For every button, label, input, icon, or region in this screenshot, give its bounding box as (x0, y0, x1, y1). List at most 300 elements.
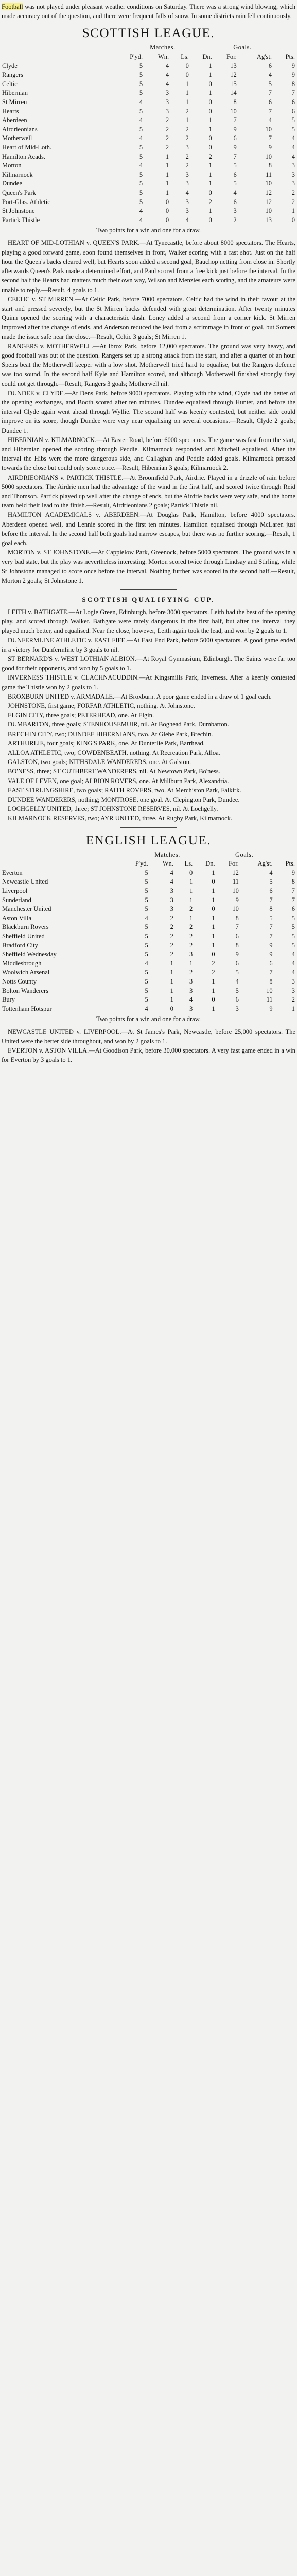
won-cell: 1 (165, 189, 169, 196)
team-name: Sunderland (2, 896, 31, 904)
table-row (2, 189, 295, 198)
team-name: Middlesbrough (2, 959, 42, 967)
played-cell: 5 (139, 80, 143, 88)
won-cell: 2 (170, 951, 173, 958)
played-cell: 4 (145, 959, 148, 967)
qualifying-cup-results (2, 607, 295, 823)
lost-cell: 1 (185, 89, 189, 97)
section-divider (120, 589, 177, 590)
goals-against-cell: 10 (265, 180, 272, 188)
column-for: For. (229, 860, 239, 868)
lost-cell: 2 (185, 152, 189, 160)
table-row (2, 987, 295, 996)
played-cell: 4 (139, 216, 143, 224)
report-paragraph: ALLOA ATHLETIC, two; COWDENBEATH, nothing. At Recreation Park, Alloa. (8, 749, 220, 757)
drawn-cell: 1 (208, 125, 212, 133)
goals-against-cell: 12 (265, 189, 272, 196)
goals-for-cell: 10 (232, 905, 239, 913)
table-row (2, 950, 295, 959)
lost-cell: 1 (185, 98, 189, 106)
team-name: St Mirren (2, 98, 27, 106)
intro-paragraph (2, 2, 295, 21)
drawn-cell: 2 (208, 152, 212, 160)
table-row (2, 125, 295, 134)
lost-cell: 2 (189, 941, 193, 949)
goals-for-cell: 14 (230, 89, 237, 97)
goals-against-cell: 10 (265, 207, 272, 215)
goals-against-cell: 5 (269, 878, 273, 886)
won-cell: 2 (165, 134, 169, 142)
team-name: Hamilton Acads. (2, 152, 46, 160)
report-paragraph: MORTON v. ST JOHNSTONE.—At Cappielow Park, Greenock, before 5000 spectators. The ground was in a very bad state, but the play was nevertheless interesting. Morton scored twice through Lindsay and Stirling, while St Johnstone managed to score once before the interval. Nothing further was scored in the second half.—Result, Morton 2 goals; St Johnstone 1. (2, 549, 295, 584)
header-blank (2, 859, 119, 869)
won-cell: 4 (170, 869, 173, 876)
column-won: Wn. (158, 53, 169, 60)
goals-for-cell: 5 (233, 162, 237, 170)
goals-against-cell: 6 (268, 62, 272, 70)
team-name: Dundee (2, 180, 22, 188)
table-row (2, 171, 295, 180)
header-blank (273, 851, 295, 860)
drawn-cell: 2 (212, 969, 215, 976)
table-row (2, 896, 295, 905)
won-cell: 1 (165, 152, 169, 160)
team-name: Aberdeen (2, 116, 27, 124)
won-cell: 3 (170, 887, 173, 895)
report-paragraph: NEWCASTLE UNITED v. LIVERPOOL.—At St James's Park, Newcastle, before 25,000 spectators. The United were the better side throughout, and won by 2 goals to 1. (2, 1028, 295, 1045)
table-row (2, 923, 295, 932)
points-cell: 5 (291, 125, 295, 133)
points-cell: 8 (291, 80, 295, 88)
points-cell: 5 (291, 923, 295, 931)
played-cell: 5 (139, 189, 143, 196)
lost-cell: 2 (185, 162, 189, 170)
points-cell: 5 (291, 914, 295, 922)
table-row (2, 968, 295, 977)
won-cell: 2 (170, 914, 173, 922)
goals-for-cell: 5 (233, 180, 237, 188)
goals-for-cell: 13 (230, 62, 237, 70)
table-row (2, 89, 295, 98)
drawn-cell: 1 (212, 923, 215, 931)
report-paragraph: HEART OF MID-LOTHIAN v. QUEEN'S PARK.—At Tynecastle, before about 8000 spectators. The Hearts, playing a good forward game, soon found themselves in front, Walker scoring with a fast shot. Just on the half hour the Queen's backs cleared well, but Hearts soon added a second goal, Bauchop netting from close in. Shortly afterwards Queen's Park made a determined effort, and Paul scored from a free kick just before the interval. In the second half the Hearts had matters much their own way, Wilson and Menzies each scoring, and the amateurs were unable to reply.—Result, 4 goals to 1. (2, 239, 295, 294)
team-name: Motherwell (2, 134, 32, 142)
played-cell: 4 (139, 134, 143, 142)
points-cell: 0 (291, 216, 295, 224)
table-row (2, 80, 295, 89)
report-paragraph: EVERTON v. ASTON VILLA.—At Goodison Park, before 30,000 spectators. A very fast game ended in a win for Everton by 3 goals to 1. (2, 1046, 295, 1064)
table-row (2, 941, 295, 951)
goals-for-cell: 6 (233, 198, 237, 206)
column-drawn: Dn. (205, 860, 215, 868)
won-cell: 2 (165, 143, 169, 151)
goals-against-cell: 7 (268, 89, 272, 97)
drawn-cell: 0 (208, 134, 212, 142)
played-cell: 4 (145, 1005, 148, 1012)
lost-cell: 2 (189, 923, 193, 931)
table-row (2, 179, 295, 189)
won-cell: 0 (165, 216, 169, 224)
lost-cell: 3 (189, 977, 193, 985)
team-name: Clyde (2, 62, 18, 70)
scottish-points-note: Two points for a win and one for a draw. (96, 227, 201, 234)
table-row (2, 1005, 295, 1014)
lost-cell: 3 (185, 198, 189, 206)
drawn-cell: 2 (212, 959, 215, 967)
header-group-row (2, 851, 295, 860)
goals-against-cell: 6 (269, 887, 273, 895)
goals-for-cell: 10 (232, 887, 239, 895)
lost-cell: 2 (185, 125, 189, 133)
goals-against-cell: 10 (265, 152, 272, 160)
lost-cell: 0 (185, 71, 189, 79)
column-points: Pts. (285, 53, 295, 60)
team-name: Aston Villa (2, 914, 32, 922)
goals-against-cell: 7 (269, 969, 273, 976)
goals-against-cell: 5 (269, 914, 273, 922)
goals-against-cell: 9 (269, 951, 273, 958)
lost-cell: 1 (189, 959, 193, 967)
report-paragraph: DUNDEE WANDERERS, nothing; MONTROSE, one goal. At Clepington Park, Dundee. (8, 796, 240, 804)
points-cell: 1 (291, 1005, 295, 1012)
goals-for-cell: 4 (235, 977, 239, 985)
goals-against-cell: 4 (268, 116, 272, 124)
table-row (2, 932, 295, 941)
goals-for-cell: 2 (233, 216, 237, 224)
report-paragraph: BO'NESS, three; ST CUTHBERT WANDERERS, nil. At Newtown Park, Bo'ness. (8, 768, 220, 775)
played-cell: 4 (139, 98, 143, 106)
scottish-match-reports (2, 238, 295, 585)
report-paragraph: BROXBURN UNITED v. ARMADALE.—At Broxburn. A poor game ended in a draw of 1 goal each. (8, 692, 272, 700)
report-paragraph: GALSTON, two goals; NITHSDALE WANDERERS, one. At Galston. (8, 758, 191, 766)
column-played: P'yd. (130, 53, 143, 60)
team-name: Bolton Wanderers (2, 987, 49, 994)
report-paragraph: HAMILTON ACADEMICALS v. ABERDEEN.—At Douglas Park, Hamilton, before 4000 spectators. Aberdeen opened well, and Lennie scored in the first ten minutes. Hamilton equalised through McLaren just before the interval. In the second half both goals had narrow escapes, but there was no further scoring.—Result, 1 goal each. (2, 511, 295, 547)
header-column-row (2, 859, 295, 869)
team-name: Airdrieonians (2, 125, 38, 133)
played-cell: 5 (139, 143, 143, 151)
lost-cell: 3 (185, 180, 189, 188)
team-name: Newcastle United (2, 878, 48, 886)
goals-for-cell: 3 (235, 1005, 239, 1012)
team-name: Rangers (2, 71, 23, 79)
points-cell: 4 (291, 969, 295, 976)
goals-for-cell: 9 (233, 143, 237, 151)
goals-for-cell: 8 (233, 98, 237, 106)
goals-for-cell: 4 (233, 189, 237, 196)
english-league-rows (2, 869, 295, 1014)
table-row (2, 143, 295, 152)
lost-cell: 2 (189, 905, 193, 913)
lost-cell: 3 (189, 1005, 193, 1012)
points-cell: 4 (291, 951, 295, 958)
table-row (2, 107, 295, 116)
won-cell: 1 (170, 969, 173, 976)
header-group-row (2, 43, 295, 53)
header-goals: Goals. (235, 851, 254, 858)
drawn-cell: 0 (208, 107, 212, 115)
english-league-table (2, 851, 295, 1014)
team-name: Bury (2, 996, 15, 1004)
section-divider (120, 827, 177, 828)
played-cell: 4 (139, 162, 143, 170)
report-paragraph: ELGIN CITY, three goals; PETERHEAD, one. At Elgin. (8, 711, 154, 719)
drawn-cell: 1 (212, 869, 215, 876)
won-cell: 0 (165, 198, 169, 206)
drawn-cell: 1 (208, 62, 212, 70)
goals-against-cell: 7 (268, 107, 272, 115)
lost-cell: 3 (189, 987, 193, 994)
table-row (2, 71, 295, 80)
points-cell: 3 (291, 162, 295, 170)
goals-for-cell: 9 (235, 951, 239, 958)
team-name: St Johnstone (2, 207, 35, 215)
table-row (2, 905, 295, 914)
won-cell: 3 (165, 89, 169, 97)
header-blank (2, 851, 119, 860)
played-cell: 5 (145, 969, 148, 976)
report-paragraph: KILMARNOCK RESERVES, two; AYR UNITED, three. At Rugby Park, Kilmarnock. (8, 815, 233, 822)
points-cell: 5 (291, 933, 295, 940)
won-cell: 2 (165, 125, 169, 133)
report-paragraph: DUNDEE v. CLYDE.—At Dens Park, before 9000 spectators. Playing with the wind, Clyde had the better of the opening exchanges, and Booth scored after ten minutes. Dundee equalised through Hunter, and before the interval Clyde again went ahead through Wyllie. The second half was keenly contested, but neither side could improve on its score, though Dundee were very near equalising on several occasions.—Result, Clyde 2 goals; Dundee 1. (2, 389, 295, 434)
report-paragraph: BRECHIN CITY, two; DUNDEE HIBERNIANS, two. At Glebe Park, Brechin. (8, 730, 213, 738)
table-row (2, 152, 295, 162)
won-cell: 4 (170, 878, 173, 886)
won-cell: 4 (165, 62, 169, 70)
drawn-cell: 1 (208, 207, 212, 215)
team-name: Blackburn Rovers (2, 923, 49, 931)
goals-against-cell: 6 (268, 98, 272, 106)
table-row (2, 995, 295, 1005)
goals-for-cell: 10 (230, 107, 237, 115)
header-column-row (2, 53, 295, 62)
drawn-cell: 1 (208, 116, 212, 124)
won-cell: 2 (170, 923, 173, 931)
goals-against-cell: 6 (269, 959, 273, 967)
played-cell: 5 (139, 180, 143, 188)
goals-for-cell: 12 (230, 71, 237, 79)
drawn-cell: 1 (208, 89, 212, 97)
lost-cell: 1 (189, 878, 193, 886)
goals-against-cell: 4 (268, 71, 272, 79)
goals-against-cell: 5 (268, 80, 272, 88)
won-cell: 1 (170, 959, 173, 967)
report-paragraph: ST BERNARD'S v. WEST LOTHIAN ALBION.—At Royal Gymnasium, Edinburgh. The Saints were far too good for their opponents, and won by 5 goals to 1. (2, 655, 295, 672)
team-name: Heart of Mid-Loth. (2, 143, 52, 151)
scottish-league-heading: SCOTTISH LEAGUE. (82, 26, 215, 41)
played-cell: 5 (139, 171, 143, 178)
goals-for-cell: 11 (232, 878, 239, 886)
goals-for-cell: 6 (235, 933, 239, 940)
team-name: Kilmarnock (2, 171, 33, 178)
played-cell: 5 (139, 125, 143, 133)
goals-for-cell: 9 (235, 896, 239, 904)
report-paragraph: CELTIC v. ST MIRREN.—At Celtic Park, before 7000 spectators. Celtic had the wind in their favour at the start and pressed severely, but the St Mirren backs defended with great determination. After twenty minutes Quinn opened the scoring with a characteristic dash. Loney added a second from a corner kick. St Mirren improved after the change of ends, and Anderson reduced the lead from a scrimmage in front of goal, but Somers made the issue safe near the close.—Result, Celtic 3 goals; St Mirren 1. (2, 295, 295, 341)
table-row (2, 98, 295, 107)
header-blank (2, 43, 113, 53)
won-cell: 4 (165, 71, 169, 79)
column-lost: Ls. (184, 860, 193, 868)
drawn-cell: 1 (212, 987, 215, 994)
scottish-league-rows (2, 62, 295, 225)
points-cell: 4 (291, 143, 295, 151)
drawn-cell: 1 (212, 1005, 215, 1012)
goals-against-cell: 9 (269, 1005, 273, 1012)
goals-for-cell: 6 (233, 171, 237, 178)
table-row (2, 198, 295, 207)
drawn-cell: 1 (208, 71, 212, 79)
played-cell: 5 (139, 152, 143, 160)
points-cell: 4 (291, 134, 295, 142)
drawn-cell: 1 (212, 933, 215, 940)
team-name: Everton (2, 869, 23, 876)
drawn-cell: 1 (208, 162, 212, 170)
drawn-cell: 1 (212, 977, 215, 985)
lost-cell: 4 (185, 216, 189, 224)
points-cell: 7 (291, 896, 295, 904)
played-cell: 5 (145, 996, 148, 1004)
team-name: Hearts (2, 107, 19, 115)
points-cell: 2 (291, 198, 295, 206)
report-paragraph: ARTHURLIE, four goals; KING'S PARK, one. At Dunterlie Park, Barrhead. (8, 739, 205, 747)
team-name: Manchester United (2, 905, 51, 913)
points-cell: 4 (291, 152, 295, 160)
goals-against-cell: 7 (269, 933, 273, 940)
header-matches: Matches. (154, 851, 180, 858)
goals-against-cell: 8 (269, 905, 273, 913)
goals-for-cell: 7 (233, 152, 237, 160)
lost-cell: 0 (185, 62, 189, 70)
table-row (2, 134, 295, 143)
table-row (2, 877, 295, 887)
table-row (2, 887, 295, 896)
goals-against-cell: 10 (266, 987, 273, 994)
header-matches: Matches. (150, 44, 176, 52)
report-paragraph: JOHNSTONE, first game; FORFAR ATHLETIC, nothing. At Johnstone. (8, 702, 195, 710)
points-cell: 4 (291, 959, 295, 967)
won-cell: 2 (170, 941, 173, 949)
lost-cell: 1 (185, 116, 189, 124)
drawn-cell: 0 (208, 143, 212, 151)
column-won: Wn. (162, 860, 173, 868)
won-cell: 4 (165, 80, 169, 88)
played-cell: 5 (145, 987, 148, 994)
points-cell: 3 (291, 171, 295, 178)
drawn-cell: 1 (212, 941, 215, 949)
table-row (2, 161, 295, 171)
points-cell: 9 (291, 62, 295, 70)
points-cell: 8 (291, 878, 295, 886)
points-cell: 2 (291, 996, 295, 1004)
lost-cell: 3 (185, 171, 189, 178)
report-paragraph: DUMBARTON, three goals; STENHOUSEMUIR, nil. At Boghead Park, Dumbarton. (8, 721, 229, 728)
drawn-cell: 0 (212, 996, 215, 1004)
points-cell: 2 (291, 189, 295, 196)
points-cell: 5 (291, 941, 295, 949)
table-row (2, 62, 295, 71)
played-cell: 5 (139, 107, 143, 115)
drawn-cell: 0 (208, 189, 212, 196)
points-cell: 6 (291, 107, 295, 115)
goals-against-cell: 11 (265, 171, 272, 178)
lost-cell: 3 (185, 143, 189, 151)
goals-against-cell: 8 (269, 977, 273, 985)
table-row (2, 869, 295, 878)
played-cell: 4 (139, 116, 143, 124)
table-row (2, 914, 295, 923)
lost-cell: 2 (189, 969, 193, 976)
report-paragraph: INVERNESS THISTLE v. CLACHNACUDDIN.—At Kingsmills Park, Inverness. After a keenly contested game the Thistle won by 2 goals to 1. (2, 674, 295, 691)
goals-for-cell: 5 (235, 987, 239, 994)
team-name: Liverpool (2, 887, 28, 895)
won-cell: 2 (165, 116, 169, 124)
table-row (2, 207, 295, 216)
lost-cell: 2 (189, 933, 193, 940)
drawn-cell: 0 (212, 905, 215, 913)
report-paragraph: VALE OF LEVEN, one goal; ALBION ROVERS, one. At Millburn Park, Alexandria. (8, 777, 229, 785)
won-cell: 1 (165, 162, 169, 170)
header-blank (272, 43, 295, 53)
won-cell: 1 (170, 996, 173, 1004)
team-name: Sheffield Wednesday (2, 951, 57, 958)
intro-text: was not played under pleasant weather conditions on Saturday. There was a strong wind blowing, which made accuracy out of the question, and there were frequent falls of snow. In some districts rain fell continuously. (2, 3, 295, 20)
points-cell: 9 (291, 71, 295, 79)
played-cell: 4 (145, 914, 148, 922)
played-cell: 5 (145, 896, 148, 904)
points-cell: 9 (291, 869, 295, 876)
goals-for-cell: 3 (233, 207, 237, 215)
team-name: Partick Thistle (2, 216, 40, 224)
goals-against-cell: 12 (265, 198, 272, 206)
lost-cell: 2 (185, 134, 189, 142)
table-row (2, 116, 295, 125)
goals-for-cell: 12 (232, 869, 239, 876)
table-row (2, 977, 295, 987)
team-name: Hibernian (2, 89, 28, 97)
goals-against-cell: 9 (269, 941, 273, 949)
won-cell: 3 (165, 107, 169, 115)
played-cell: 5 (145, 869, 148, 876)
drawn-cell: 0 (208, 98, 212, 106)
table-row (2, 959, 295, 969)
goals-against-cell: 7 (268, 134, 272, 142)
goals-against-cell: 8 (268, 162, 272, 170)
column-lost: Ls. (181, 53, 189, 60)
drawn-cell: 1 (212, 896, 215, 904)
team-name: Woolwich Arsenal (2, 969, 50, 976)
lost-cell: 1 (189, 896, 193, 904)
column-for: For. (226, 53, 237, 60)
points-cell: 7 (291, 89, 295, 97)
goals-for-cell: 9 (233, 125, 237, 133)
drawn-cell: 1 (212, 914, 215, 922)
won-cell: 3 (170, 896, 173, 904)
played-cell: 5 (145, 951, 148, 958)
team-name: Notts County (2, 977, 37, 985)
goals-against-cell: 9 (268, 143, 272, 151)
column-against: Ag'st. (257, 860, 273, 868)
drawn-cell: 2 (208, 198, 212, 206)
played-cell: 5 (139, 89, 143, 97)
report-paragraph: LOCHGELLY UNITED, three; ST JOHNSTONE RESERVES, nil. At Lochgelly. (8, 805, 218, 813)
lost-cell: 3 (189, 951, 193, 958)
highlighted-word: Football (2, 3, 23, 10)
english-league-heading: ENGLISH LEAGUE. (85, 833, 212, 848)
won-cell: 1 (170, 977, 173, 985)
won-cell: 3 (165, 98, 169, 106)
report-paragraph: LEITH v. BATHGATE.—At Logie Green, Edinburgh, before 3000 spectators. Leith had the best of the opening play, and scored through Walker. Bathgate were rarely dangerous in the first half, but after the interval they played much better, and equalised. Near the close, however, Leith again took the lead, and won by 2 goals to 1. (2, 608, 295, 635)
